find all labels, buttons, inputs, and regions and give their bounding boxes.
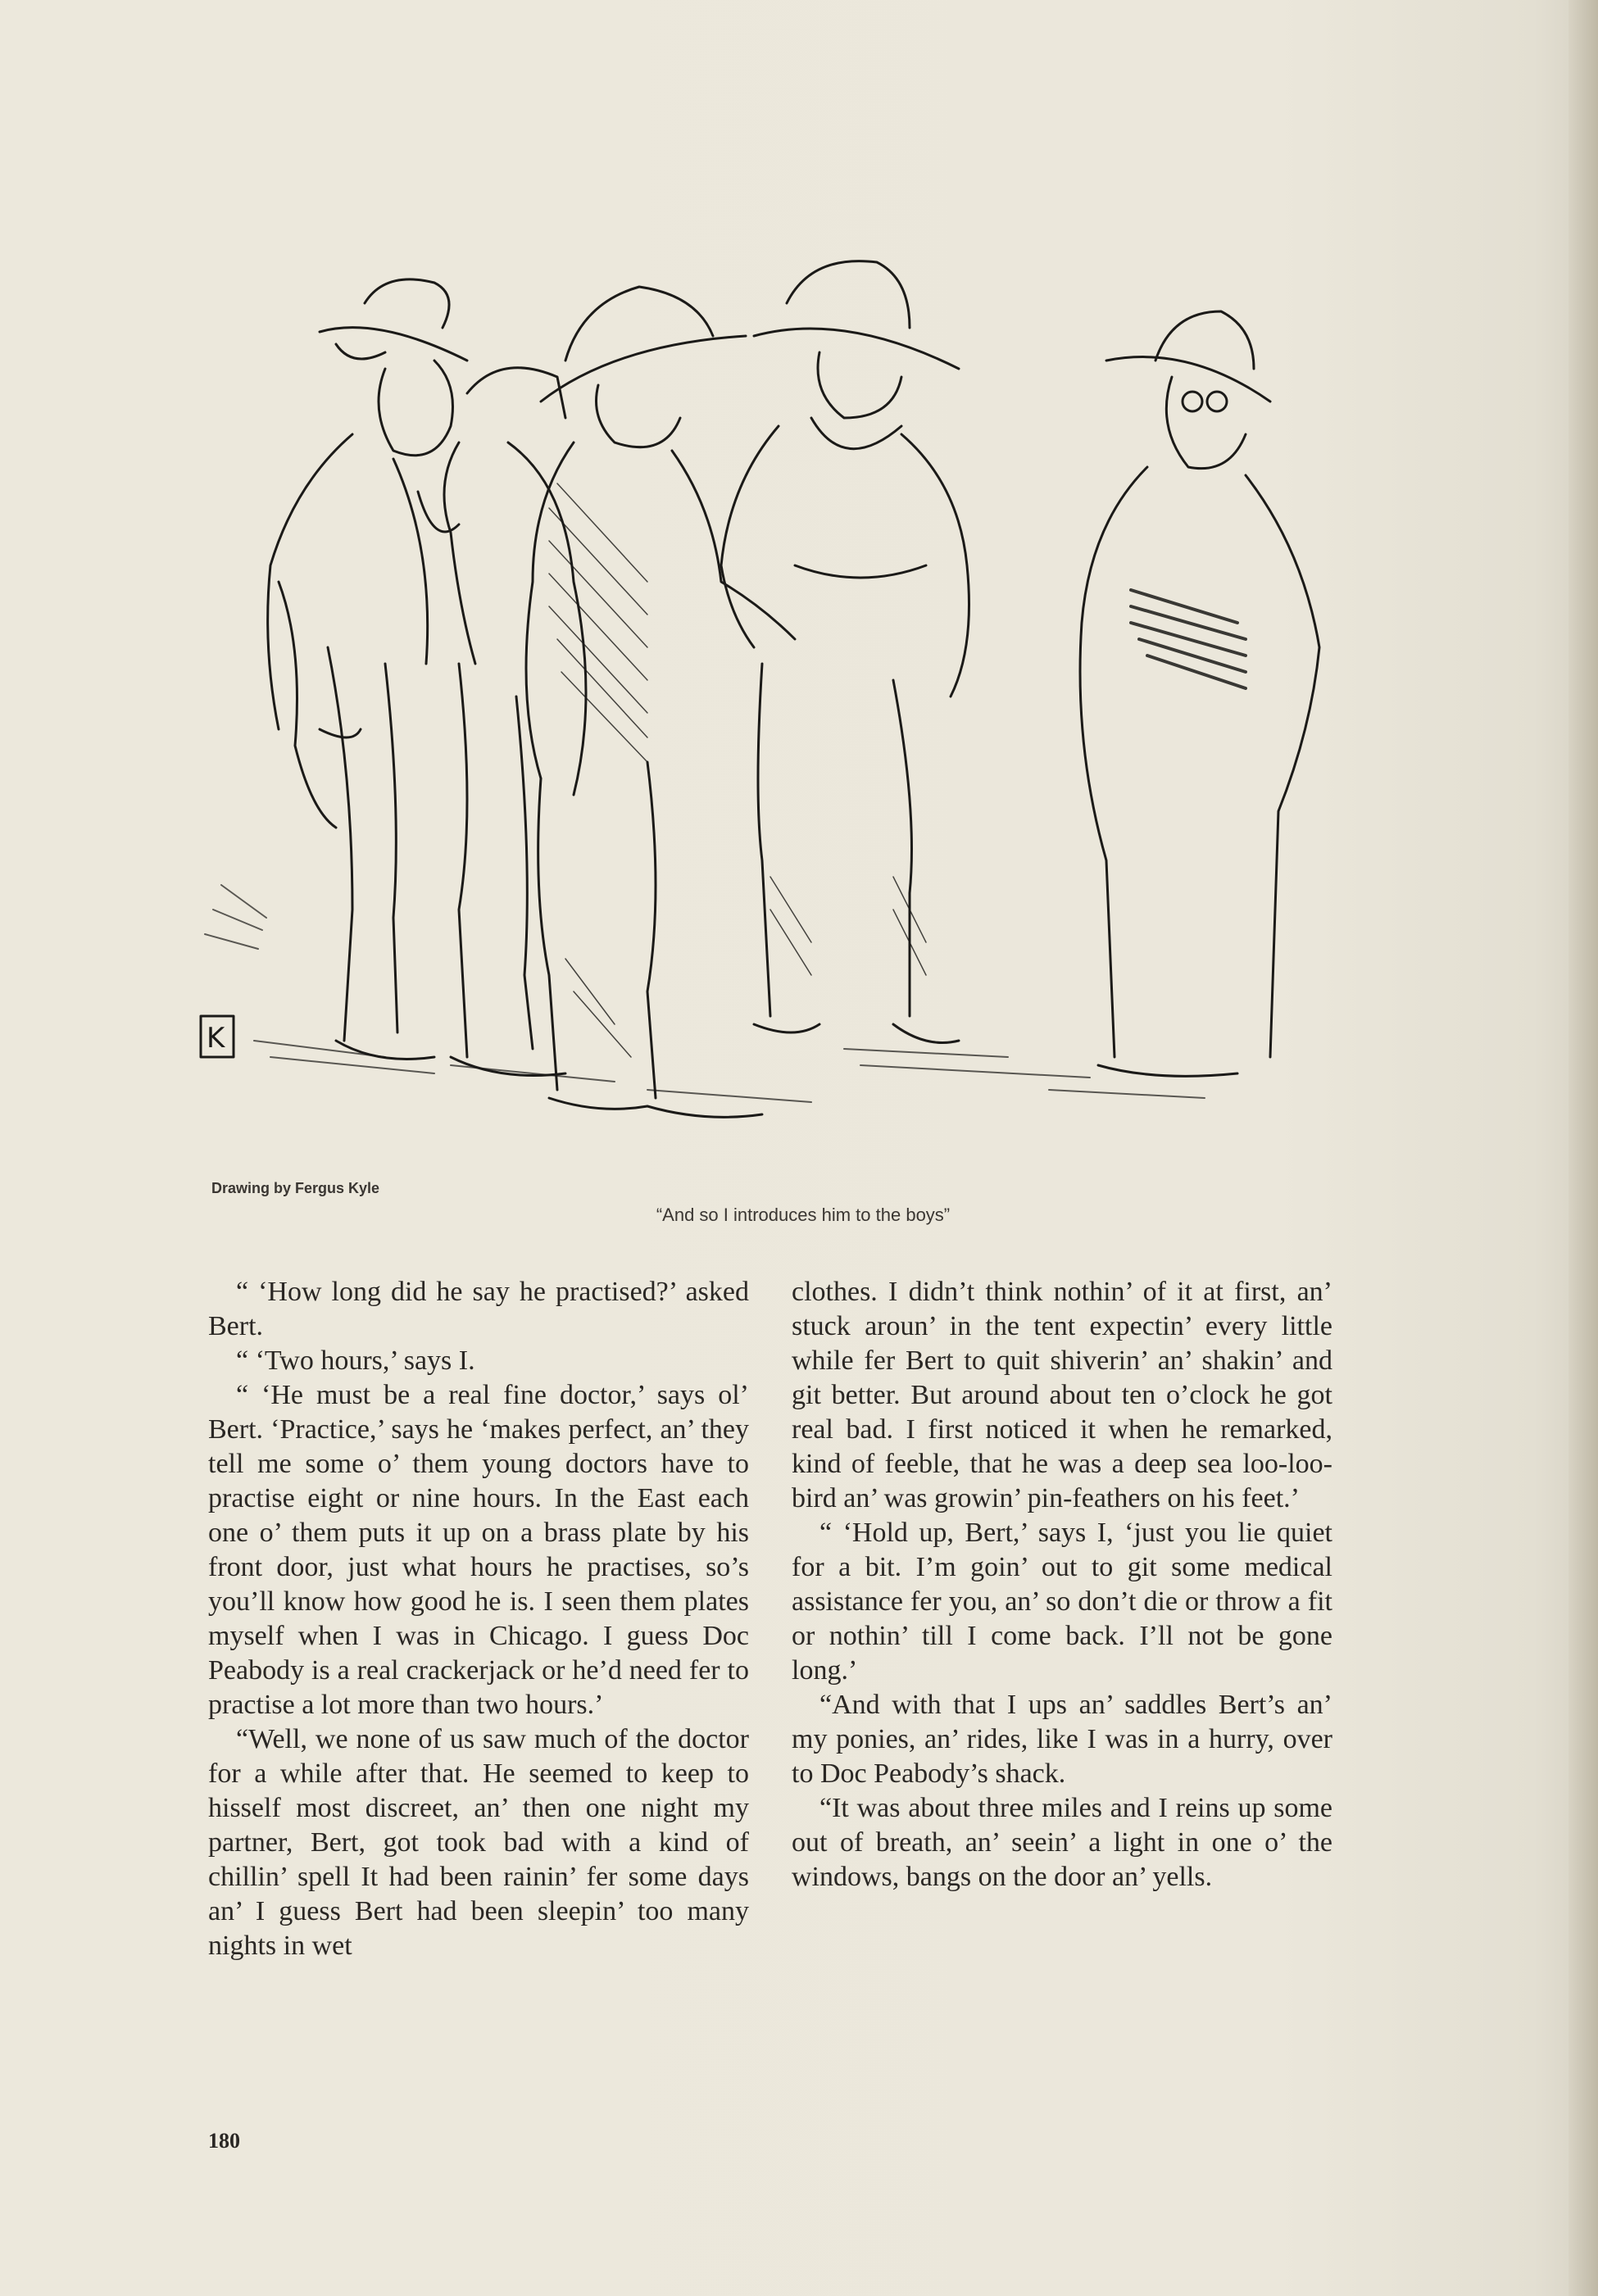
paragraph: “ ‘Hold up, Bert,’ says I, ‘just you lie quiet for a bit. I’m goin’ out to git some medical assistance fer you, an’ so don’t die or throw a fit or nothin’ till I come back. I’ll not be gone long.’ xyxy=(792,1518,1332,1686)
paragraph: “Well, we none of us saw much of the doctor for a while after that. He seemed to keep to hisself most discreet, an’ then one night my partner, Bert, got took bad with a kind of chillin’ spell It had been rainin’ fer some days an’ I guess Bert had been sleepin’ too many nights in wet xyxy=(208,1724,749,1961)
figure-center-man xyxy=(526,287,795,1117)
paragraph: “ ‘How long did he say he practised?’ asked Bert. xyxy=(208,1277,749,1341)
illustration-credit: Drawing by Fergus Kyle xyxy=(211,1180,380,1196)
drawing-five-cowboys xyxy=(188,238,1369,1172)
illustration-caption: “And so I introduces him to the boys” xyxy=(656,1205,951,1225)
paragraph: clothes. I didn’t think nothin’ of it at first, an’ stuck aroun’ in the tent expectin’ every little while fer Bert to quit shiverin’ an’ shakin’ and git better. But around about ten o’clock he got real bad. I first noticed it when he remarked, kind of feeble, that he was a deep sea loo-loo-bird an’ was growin’ pin-feathers on his feet.’ xyxy=(792,1277,1332,1513)
figure-spectacled-man xyxy=(1080,311,1319,1076)
page-binding-edge xyxy=(1568,0,1598,2296)
paragraph: “ ‘He must be a real fine doctor,’ says ol’ Bert. ‘Practice,’ says he ‘makes perfect, an’ they tell me some o’ them young doctors have to practise eight or nine hours. In the East each one o’ them puts it up on a brass plate by his front door, just what hours he practises, so’s you’ll know how good he is. I seen them plates myself when I was in Chicago. I guess Doc Peabody is a real crackerjack or he’d need fer to practise a lot more than two hours.’ xyxy=(208,1380,749,1720)
figure-left-man xyxy=(268,279,467,1060)
page-number: 180 xyxy=(208,2129,240,2153)
paragraph: “ ‘Two hours,’ says I. xyxy=(236,1345,475,1376)
text-column-right xyxy=(792,1275,1332,1894)
text-column-left xyxy=(208,1275,749,1963)
artist-monogram: K xyxy=(207,1022,225,1055)
paragraph: “And with that I ups an’ saddles Bert’s an’ my ponies, an’ rides, like I was in a hurry, over to Doc Peabody’s shack. xyxy=(792,1690,1332,1789)
figure-bandana-cowboy xyxy=(721,261,969,1043)
paragraph: “It was about three miles and I reins up some out of breath, an’ seein’ a light in one o’ the windows, bangs on the door an’ yells. xyxy=(792,1793,1332,1892)
figure-profile-man xyxy=(418,368,586,1076)
